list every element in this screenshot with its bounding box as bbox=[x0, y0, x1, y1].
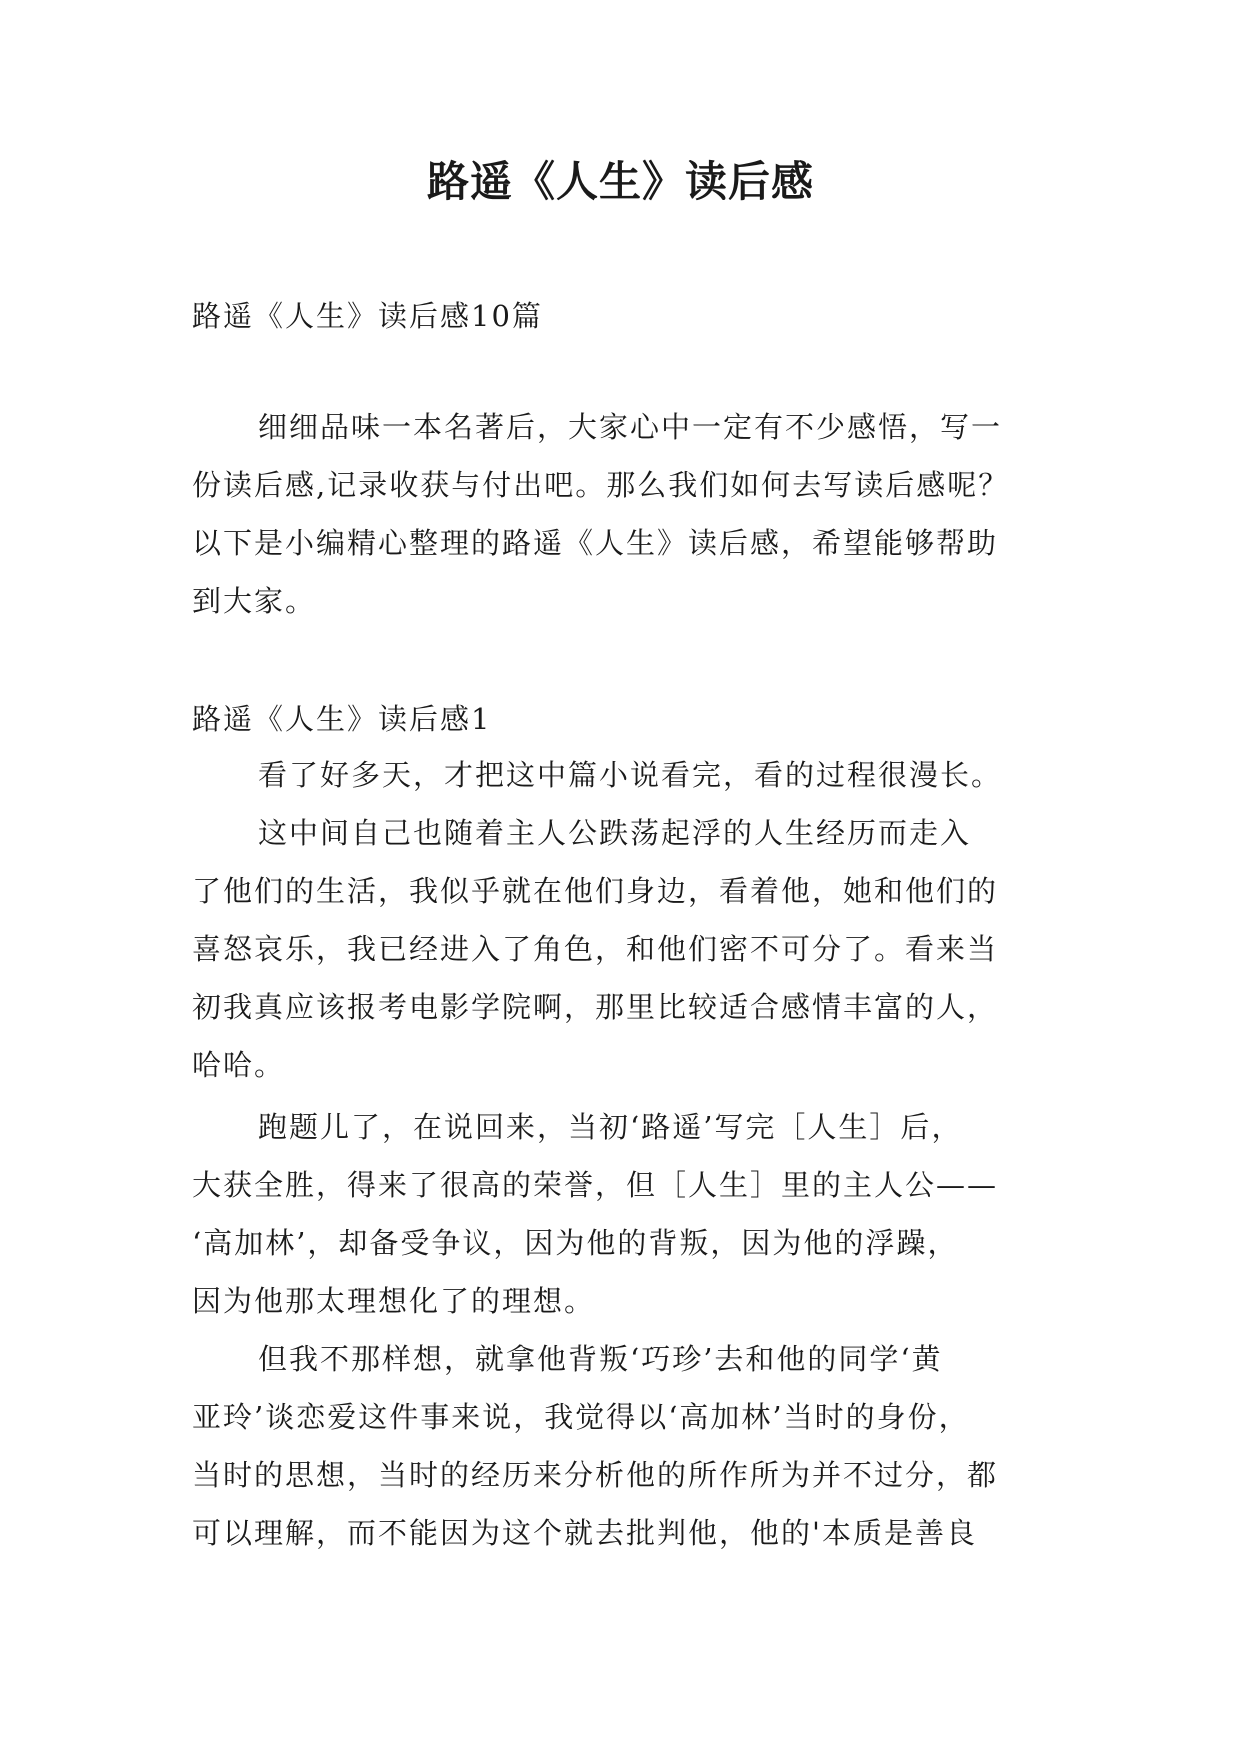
intro-line: 以下是小编精心整理的路遥《人生》读后感，希望能够帮助 bbox=[192, 526, 999, 560]
body-line: 可以理解，而不能因为这个就去批判他，他的'本质是善良 bbox=[192, 1516, 977, 1550]
intro-line: 到大家。 bbox=[192, 584, 317, 618]
body-line: ‘高加林’，却备受争议，因为他的背叛，因为他的浮躁， bbox=[192, 1226, 959, 1260]
body-line: 但我不那样想，就拿他背叛‘巧珍’去和他的同学‘黄 bbox=[258, 1342, 943, 1376]
body-line: 了他们的生活，我似乎就在他们身边，看着他，她和他们的 bbox=[192, 874, 999, 908]
document-title: 路遥《人生》读后感 bbox=[426, 157, 814, 206]
body-line: 跑题儿了，在说回来，当初‘路遥’写完［人生］后， bbox=[258, 1110, 963, 1144]
body-line: 初我真应该报考电影学院啊，那里比较适合感情丰富的人， bbox=[192, 990, 999, 1024]
body-line: 因为他那太理想化了的理想。 bbox=[192, 1284, 596, 1318]
body-line: 亚玲’谈恋爱这件事来说，我觉得以‘高加林’当时的身份， bbox=[192, 1400, 970, 1434]
body-line: 哈哈。 bbox=[192, 1048, 286, 1082]
section-heading: 路遥《人生》读后感1 bbox=[192, 702, 492, 736]
document-subtitle: 路遥《人生》读后感10篇 bbox=[192, 299, 543, 333]
body-line: 看了好多天，才把这中篇小说看完，看的过程很漫长。 bbox=[258, 758, 1003, 792]
intro-line: 份读后感,记录收获与付出吧。那么我们如何去写读后感呢？ bbox=[192, 468, 1010, 502]
body-line: 当时的思想，当时的经历来分析他的所作所为并不过分，都 bbox=[192, 1458, 999, 1492]
body-line: 喜怒哀乐，我已经进入了角色，和他们密不可分了。看来当 bbox=[192, 932, 999, 966]
body-line: 这中间自己也随着主人公跌荡起浮的人生经历而走入 bbox=[258, 816, 972, 850]
intro-line: 细细品味一本名著后，大家心中一定有不少感悟，写一 bbox=[258, 410, 1003, 444]
body-line: 大获全胜，得来了很高的荣誉，但［人生］里的主人公—— bbox=[192, 1168, 999, 1202]
